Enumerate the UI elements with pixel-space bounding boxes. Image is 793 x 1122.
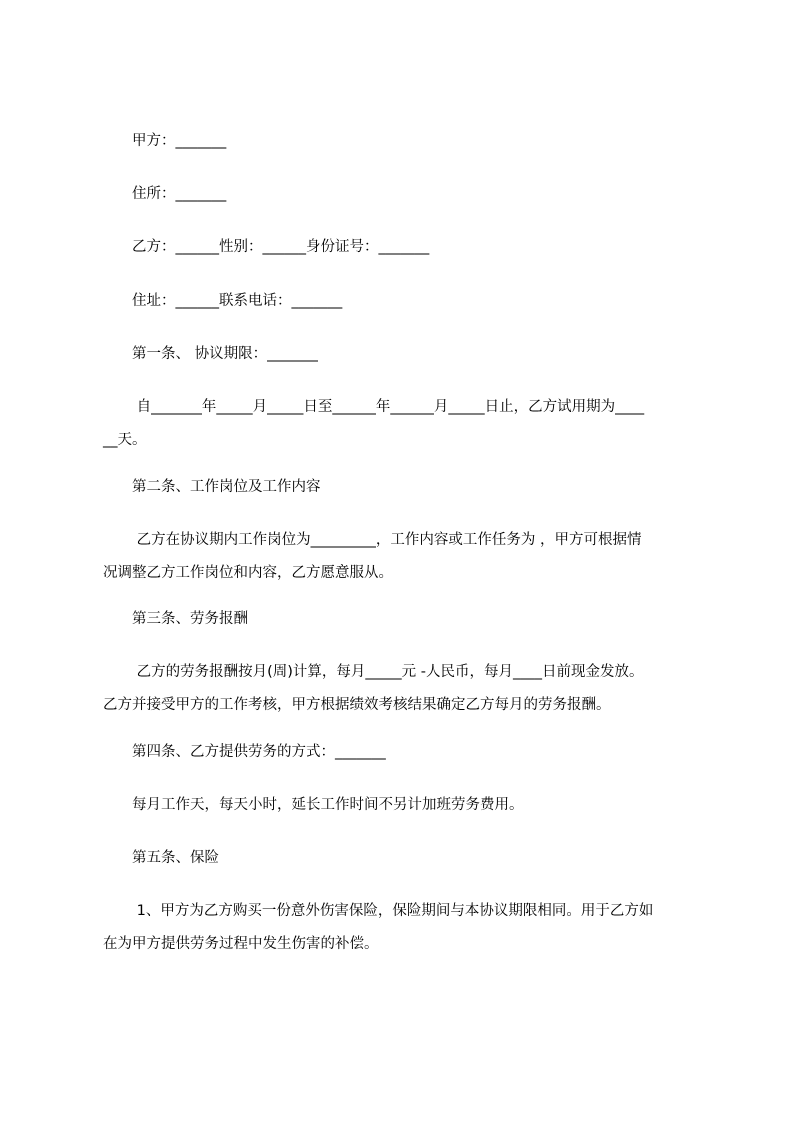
text-line: 甲方：_______: [103, 133, 227, 149]
text-line: 第一条、 协议期限：_______: [103, 346, 318, 362]
party-b-address-line: [103, 285, 703, 318]
text-line: 住址：______联系电话：_______: [103, 293, 343, 309]
article-5-body: [103, 895, 703, 961]
text-line: 第二条、工作岗位及工作内容: [103, 479, 321, 495]
party-a-line: [103, 125, 703, 158]
text-line: 第四条、乙方提供劳务的方式：_______: [103, 744, 386, 760]
text-line: 1、甲方为乙方购买一份意外伤害保险，保险期间与本协议期限相同。用于乙方如: [103, 903, 654, 919]
article-4-body: [103, 789, 703, 822]
article-1-body: [103, 391, 703, 457]
article-3-heading: [103, 603, 703, 636]
text-line: 第三条、劳务报酬: [103, 611, 248, 627]
text-line: 自_______年_____月_____日至______年______月_____日止，乙方试用期为____: [103, 399, 645, 415]
text-line: 乙方并接受甲方的工作考核，甲方根据绩效考核结果确定乙方每月的劳务报酬。: [103, 697, 611, 713]
text-line: 况调整乙方工作岗位和内容，乙方愿意服从。: [103, 565, 393, 581]
text-line: __天。: [103, 432, 147, 448]
party-b-line: [103, 231, 703, 264]
article-2-heading: [103, 471, 703, 504]
text-line: 乙方的劳务报酬按月(周)计算，每月_____元 -人民币，每月____日前现金发放。: [103, 664, 644, 680]
party-a-address-line: [103, 178, 703, 211]
text-line: 每月工作天，每天小时，延长工作时间不另计加班劳务费用。: [103, 797, 524, 813]
text-line: 在为甲方提供劳务过程中发生伤害的补偿。: [103, 936, 379, 952]
article-5-heading: [103, 842, 703, 875]
text-line: 乙方在协议期内工作岗位为_________，工作内容或工作任务为 ，甲方可根据情: [103, 532, 642, 548]
text-line: 住所：_______: [103, 186, 227, 202]
article-4-heading: [103, 736, 703, 769]
article-1-heading: [103, 338, 703, 371]
article-2-body: [103, 524, 703, 590]
text-line: 第五条、保险: [103, 850, 219, 866]
text-line: 乙方：______性别：______身份证号：_______: [103, 239, 430, 255]
article-3-body: [103, 656, 703, 722]
